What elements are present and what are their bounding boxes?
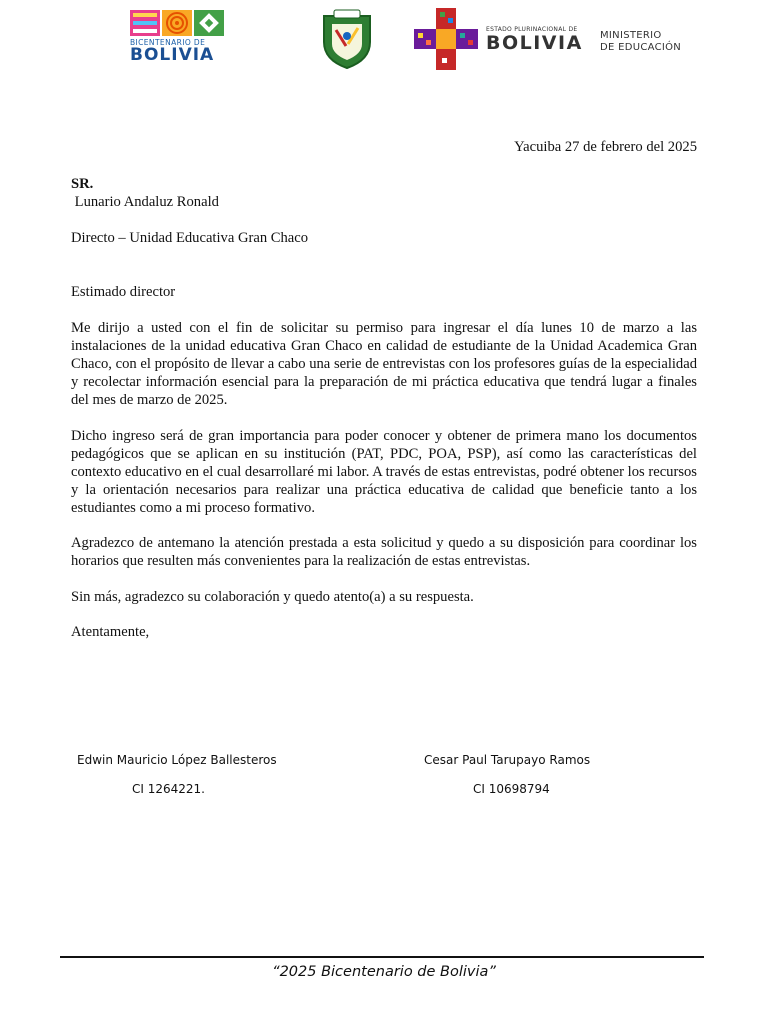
- ministerio-logo-text: [600, 30, 681, 54]
- estado-subtitle: ESTADO PLURINACIONAL DE: [486, 26, 578, 33]
- body-paragraph-4: Sin más, agradezco su colaboración y quedo atento(a) a su respuesta.: [71, 589, 474, 605]
- bicentenario-icons: [130, 10, 234, 36]
- bicentenario-logo: [130, 10, 234, 68]
- shield-icon: [318, 8, 376, 70]
- bicentenario-subtitle: BICENTENARIO DE: [130, 38, 206, 47]
- spiral-icon: [162, 10, 192, 36]
- footer-motto: “2025 Bicentenario de Bolivia”: [272, 964, 496, 980]
- body-paragraph-1: Me dirijo a usted con el fin de solicitar su permiso para ingresar el día lunes 10 de marzo a las instalaciones de la unidad educativa Gran Chaco en calidad de estudiante de la Unidad Academica Gran Chaco, con el propósito de llevar a cabo una serie de entrevistas con los profesores guías de la especialidad y recolectar información esencial para la preparación de mi práctica educativa que tendrá lugar a finales del mes de marzo de 2025.: [71, 320, 697, 408]
- school-shield-logo: [318, 8, 376, 70]
- wiphala-cross-icon: [414, 8, 478, 70]
- recipient-role: Directo – Unidad Educativa Gran Chaco: [71, 230, 309, 246]
- bicentenario-pattern-icon: [130, 10, 160, 36]
- estado-plurinacional-logo: [414, 8, 584, 70]
- estado-text: [486, 26, 583, 53]
- footer-divider: [60, 956, 704, 958]
- signature-name-1: Edwin Mauricio López Ballesteros: [77, 753, 277, 767]
- signature-ci-1: CI 1264221.: [132, 782, 205, 796]
- salutation-title: SR.: [71, 176, 94, 192]
- closing: Atentamente,: [71, 624, 150, 640]
- signature-name-2: Cesar Paul Tarupayo Ramos: [424, 753, 591, 767]
- header-logos: [0, 6, 768, 76]
- greeting: Estimado director: [71, 284, 176, 300]
- body-paragraph-2: Dicho ingreso será de gran importancia para poder conocer y obtener de primera mano los documentos pedagógicos que se aplican en su institución (PAT, PDC, POA, PSP), así como las características del contexto educativo en el cual desarrollaré mi labor. A través de estas entrevistas, podré obtener los recursos y la orientación necesarios para realizar una práctica educativa de calidad que beneficie tanto a los estudiantes como a mi proceso formativo.: [71, 428, 697, 516]
- signature-ci-2: CI 10698794: [473, 782, 550, 796]
- ministerio-line-2: DE EDUCACIÓN: [600, 42, 682, 53]
- body-paragraph-3: Agradezco de antemano la atención prestada a esta solicitud y quedo a su disposición para coordinar los horarios que resulten más convenientes para la realización de estas entrevistas.: [71, 535, 697, 569]
- geometric-icon: [194, 10, 224, 36]
- recipient-name: Lunario Andaluz Ronald: [71, 194, 219, 210]
- bicentenario-title: BOLIVIA: [130, 45, 215, 65]
- ministerio-line-1: MINISTERIO: [600, 30, 662, 41]
- estado-title: BOLIVIA: [486, 32, 583, 54]
- letter-date: Yacuiba 27 de febrero del 2025: [514, 139, 697, 155]
